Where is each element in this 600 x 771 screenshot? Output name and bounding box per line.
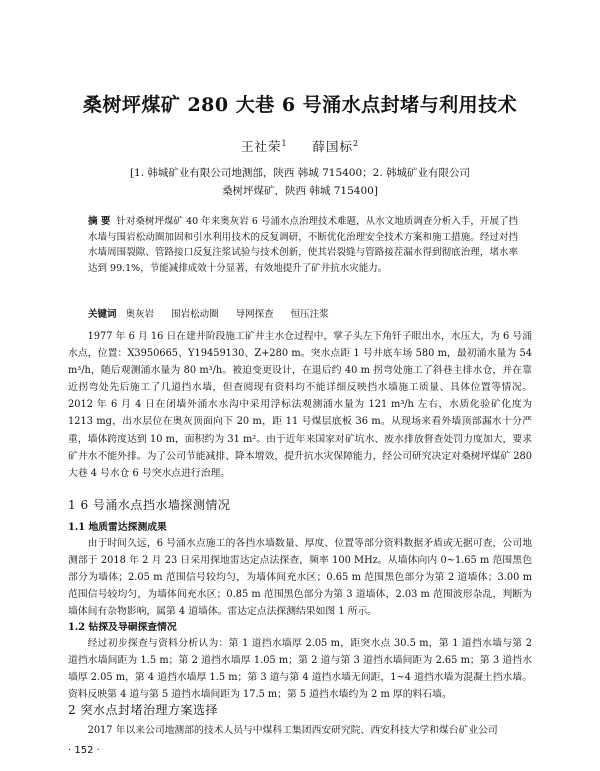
authors — [0, 137, 600, 155]
author-name: 薛国标 — [312, 139, 353, 154]
subsection-heading-1-1: 1.1 地质雷达探测成果 — [68, 522, 167, 533]
subsection-heading-1-2: 1.2 钻探及导硐探查情况 — [68, 622, 177, 633]
keyword: 围岩松动圈 — [171, 309, 219, 320]
paragraph-1-2: 经过初步探查与资料分析认为：第 1 道挡水墙厚 2.05 m，距突水点 30.5 m，第 1 道挡水墙与第 2 道挡水墙间距为 1.5 m；第 2 道挡水墙厚 1.05 m；第 2 道与第 3 道挡水墙间距为 2.65 m；第 3 道挡水墙厚 2.05 m，第 4 道挡水墙厚 1.5 m；第 3 道与第 4 道挡水墙无间距，1~4 道挡水墙为混凝土挡水墙。资料反映第 4 道与第 5 道挡水墙间距为 17.5 m；第 5 道挡水墙约为 2 m 厚的料石墙。 — [68, 638, 532, 701]
intro-paragraph: 1977 年 6 月 16 日在建井阶段施工矿井主水仓过程中，掌子头左下角钎子眼出水，水压大，为 6 号涌水点，位置：X3950665、Y19459130、Z+280 m。突水点距 1 号井底车场 580 m，最初涌水量为 54 m³/h，随后观测涌水量为 80 m³/h。被迫变更设计，在退后约 40 m 拐弯处施工了斜巷主排水仓，并在靠近拐弯处先后施工了几道挡水墙，但查阅现有资料均不能详细反映挡水墙施工质量、具体位置等情况。2012 年 6 月 4 日在闭墙外涌水水沟中采用浮标法观测涌水量为 121 m³/h 左右，水质化验矿化度为 1213 mg，出水层位在奥灰顶面向下 20 m，距 11 号煤层底板 36 m。从现场来看外墙顶部漏水十分严重，墙体跨度达到 10 m，面积约为 31 m²。由于近年来国家对矿坑水、废水排放督查处罚力度加大，要求矿井水不能外排。为了公司节能减排、降本增效，提升抗水灾保障能力，经公司研究决定对桑树坪煤矿 280 大巷 4 号水仓 6 号突水点进行治理。 — [68, 331, 532, 479]
author-name: 王社荣 — [240, 139, 282, 154]
paragraph-2: 2017 年以来公司地测部的技术人员与中煤科工集团西安研究院、西安科技大学和煤台矿业公司 — [87, 725, 498, 736]
keyword: 导网探查 — [235, 309, 274, 320]
section-heading-1: 1 6 号涌水点挡水墙探测情况 — [68, 498, 231, 512]
abstract — [88, 214, 518, 276]
abstract-label: 摘 要 — [88, 216, 111, 227]
paper-title: 桑树坪煤矿 280 大巷 6 号涌水点封堵与利用技术 — [82, 94, 518, 116]
affiliation-line: [1. 韩城矿业有限公司地测部，陕西 韩城 715400；2. 韩城矿业有限公司 — [129, 167, 471, 179]
keywords — [88, 307, 518, 322]
abstract-text: 针对桑树坪煤矿 40 年来奥灰岩 6 号涌水点治理技术难题，从水文地质调查分析入手，开展了挡水墙与围岩松动圈加固和引水利用技术的反复调研，不断优化治理安全技术方案和施工措施。经过对挡水墙周围裂隙、管路接口反复注浆试验与技术创新，使其岩裂缝与管路接茬漏水得到彻底治理，堵水率达到 99.1%，节能减排成效十分显著，有效地提升了矿井抗水灾能力。 — [88, 216, 518, 274]
keywords-label: 关键词 — [88, 309, 117, 320]
paragraph-1-1: 由于时间久远，6 号涌水点施工的各挡水墙数量、厚度、位置等部分资料数据矛盾或无据可查，公司地测部于 2018 年 2 月 23 日采用探地雷达定点法探查，频率 100 MHz。从墙体向内 0~1.65 m 范围黑色部分为墙体；2.05 m 范围信号较均匀，为墙体间充水区；0.65 m 范围黑色部分为第 2 道墙体；3.00 m 范围信号较均匀，为墙体间充水区；0.85 m 范围黑色部分为第 3 道墙体，2.03 m 范围波形杂乱，判断为墙体间有杂物影响，属第 4 道墙体。雷达定点法探测结果如图 1 所示。 — [68, 538, 532, 618]
page-number: · 152 · — [68, 745, 100, 756]
author-affil-mark: 2 — [352, 138, 360, 148]
affiliation-line: 桑树坪煤矿，陕西 韩城 715400] — [222, 185, 378, 197]
keyword: 恒压注浆 — [290, 309, 329, 320]
section-heading-2: 2 突水点封堵治理方案选择 — [68, 703, 218, 717]
author-affil-mark: 1 — [281, 138, 288, 148]
keyword: 奥灰岩 — [125, 309, 155, 320]
affiliation — [60, 164, 540, 200]
